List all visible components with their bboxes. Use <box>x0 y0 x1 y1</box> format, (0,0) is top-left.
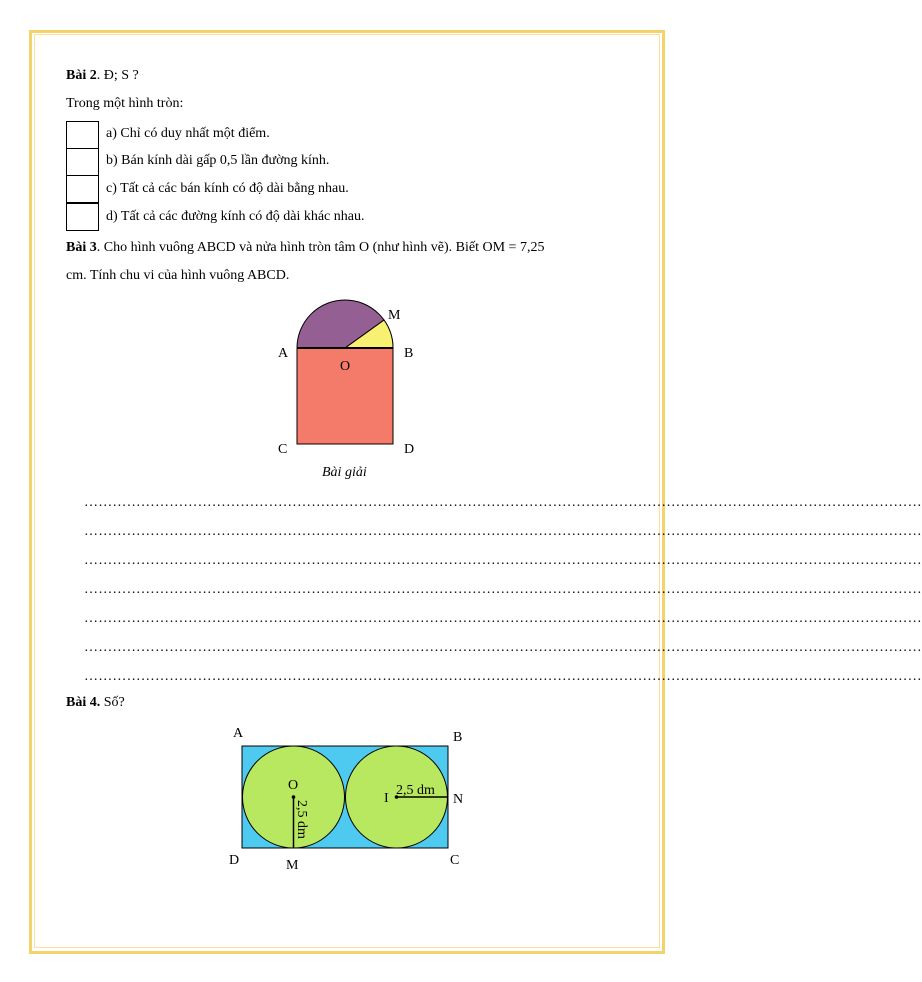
bai3-figure <box>270 290 430 458</box>
answer-line-6[interactable]: …………………………………………………………………………………………………………………………………………………………… <box>84 640 922 655</box>
answer-box-b[interactable] <box>66 148 99 176</box>
label-a: A <box>278 346 289 361</box>
answer-line-7[interactable]: …………………………………………………………………………………………………………………………………………………………… <box>84 669 922 684</box>
bai2-title: Bài 2 <box>66 68 97 83</box>
answer-line-3[interactable]: …………………………………………………………………………………………………………………………………………………………… <box>84 553 922 568</box>
answer-line-2[interactable]: …………………………………………………………………………………………………………………………………………………………… <box>84 524 922 539</box>
bai4-subtitle: Số? <box>100 695 125 710</box>
answer-box-d[interactable] <box>66 203 99 231</box>
label-d: D <box>229 853 240 868</box>
label-n: N <box>453 792 464 807</box>
label-a: A <box>233 726 244 741</box>
label-o: O <box>340 359 351 374</box>
label-b: B <box>404 346 414 361</box>
bai4-heading <box>66 695 125 711</box>
label-m: M <box>286 858 299 873</box>
bai2-intro: Trong một hình tròn: <box>66 96 184 111</box>
answer-box-c[interactable] <box>66 175 99 203</box>
bai2-subtitle: . Đ; S ? <box>96 68 139 83</box>
center-o <box>292 795 296 799</box>
statement-b: b) Bán kính dài gấp 0,5 lần đường kính. <box>106 153 330 168</box>
answer-line-4[interactable]: …………………………………………………………………………………………………………………………………………………………… <box>84 582 922 597</box>
bai3-text-line1: . Cho hình vuông ABCD và nửa hình tròn tâm O (như hình vẽ). Biết OM = 7,25 <box>96 240 545 255</box>
statement-a: a) Chỉ có duy nhất một điểm. <box>106 126 270 141</box>
bai4-title: Bài 4. <box>66 695 101 710</box>
label-d: D <box>404 442 415 457</box>
answer-line-1[interactable]: …………………………………………………………………………………………………………………………………………………………… <box>84 495 922 510</box>
bai4-figure <box>220 720 480 880</box>
statement-d: d) Tất cả các đường kính có độ dài khác nhau. <box>106 209 365 224</box>
radius-label-horizontal: 2,5 dm <box>396 783 435 798</box>
solution-label: Bài giải <box>322 465 367 480</box>
label-c: C <box>450 853 460 868</box>
bai3-text-line2: cm. Tính chu vi của hình vuông ABCD. <box>66 268 290 283</box>
label-m: M <box>388 308 401 323</box>
statement-c: c) Tất cả các bán kính có độ dài bằng nhau. <box>106 181 349 196</box>
radius-label-vertical: 2,5 dm <box>294 800 309 839</box>
label-c: C <box>278 442 288 457</box>
label-i: I <box>384 791 389 806</box>
answer-line-5[interactable]: …………………………………………………………………………………………………………………………………………………………… <box>84 611 922 626</box>
bai2-heading <box>66 68 139 84</box>
bai3-title: Bài 3 <box>66 240 97 255</box>
bai3-heading <box>66 240 544 256</box>
label-b: B <box>453 730 463 745</box>
label-o: O <box>288 778 299 793</box>
answer-box-a[interactable] <box>66 121 99 149</box>
